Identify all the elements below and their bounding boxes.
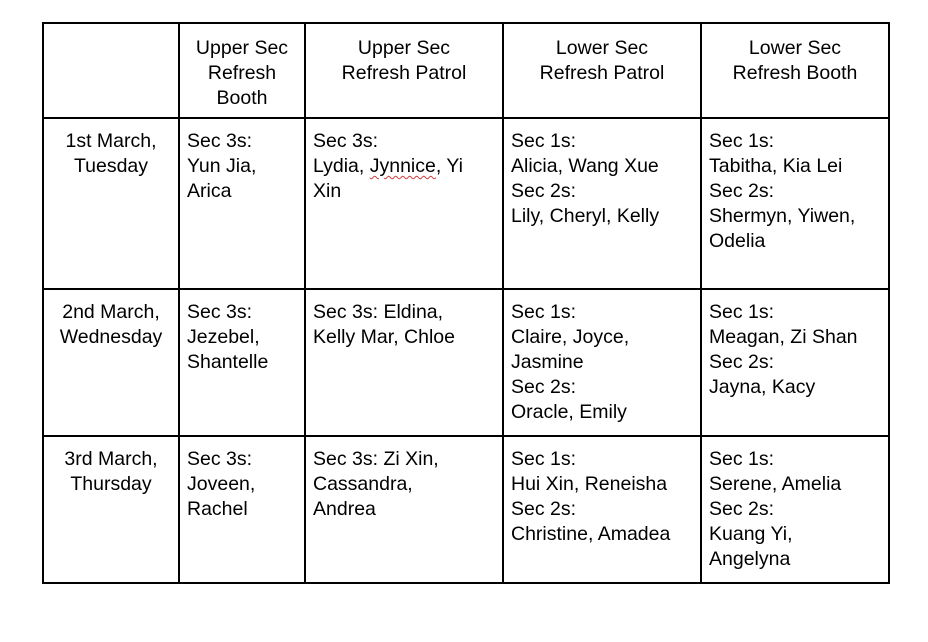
cell-line: Sec 3s:: [187, 301, 253, 323]
date-line: Thursday: [70, 473, 152, 495]
cell-line: Sec 3s: Zi Xin,: [313, 448, 439, 470]
cell-line: Sec 2s:: [709, 498, 775, 520]
name-text: , Yi: [435, 155, 463, 177]
cell-line: Meagan, Zi Shan: [709, 326, 858, 348]
header-line: Refresh Patrol: [341, 62, 467, 84]
header-line: Refresh: [207, 62, 277, 84]
cell-line: Arica: [187, 180, 232, 202]
date-line: 2nd March,: [62, 301, 160, 323]
cell-line: Sec 3s: Eldina,: [313, 301, 444, 323]
cell-line: Kelly Mar, Chloe: [313, 326, 455, 348]
cell-line: Sec 1s:: [709, 448, 775, 470]
table-row: [43, 289, 889, 436]
lower-booth-cell: [701, 289, 889, 436]
date-line: 3rd March,: [64, 448, 158, 470]
lower-booth-cell: [701, 436, 889, 583]
upper-patrol-cell: [305, 289, 503, 436]
cell-line: Serene, Amelia: [709, 473, 842, 495]
lower-patrol-cell: [503, 118, 701, 289]
upper-booth-cell: [179, 436, 305, 583]
header-line: Refresh Booth: [732, 62, 858, 84]
cell-line: Hui Xin, Reneisha: [511, 473, 668, 495]
date-cell: [43, 436, 179, 583]
header-line: Upper Sec: [357, 37, 451, 59]
date-cell: [43, 289, 179, 436]
header-lower-sec-refresh-patrol: [503, 23, 701, 118]
cell-line: Alicia, Wang Xue: [511, 155, 659, 177]
date-cell: [43, 118, 179, 289]
table-row: [43, 436, 889, 583]
cell-line: Jezebel,: [187, 326, 260, 348]
header-line: Lower Sec: [555, 37, 649, 59]
header-line: Lower Sec: [748, 37, 842, 59]
cell-line: Oracle, Emily: [511, 401, 627, 423]
cell-line: Sec 3s:: [187, 130, 253, 152]
cell-line: Sec 1s:: [511, 448, 577, 470]
cell-line: Sec 1s:: [709, 130, 775, 152]
header-line: Upper Sec: [195, 37, 289, 59]
cell-line: Andrea: [313, 498, 376, 520]
cell-line: Shantelle: [187, 351, 269, 373]
cell-line: Sec 1s:: [511, 130, 577, 152]
date-line: Wednesday: [59, 326, 163, 348]
date-line: 1st March,: [65, 130, 157, 152]
name-text: Lydia,: [313, 155, 370, 177]
table-row: [43, 118, 889, 289]
upper-patrol-cell: [305, 118, 503, 289]
header-upper-sec-refresh-booth: [179, 23, 305, 118]
cell-line: Rachel: [187, 498, 248, 520]
header-line: Refresh Patrol: [539, 62, 665, 84]
lower-patrol-cell: [503, 436, 701, 583]
cell-line: Joveen,: [187, 473, 256, 495]
header-lower-sec-refresh-booth: [701, 23, 889, 118]
cell-line: Sec 2s:: [511, 498, 577, 520]
upper-patrol-cell: [305, 436, 503, 583]
date-line: Tuesday: [73, 155, 149, 177]
cell-line: Odelia: [709, 230, 766, 252]
cell-line: Lily, Cheryl, Kelly: [511, 205, 660, 227]
duty-roster-table: [42, 22, 890, 584]
cell-line: Sec 2s:: [709, 180, 775, 202]
cell-line: Sec 2s:: [709, 351, 775, 373]
header-row: [43, 23, 889, 118]
cell-line: Kuang Yi,: [709, 523, 793, 545]
cell-line: Yun Jia,: [187, 155, 257, 177]
lower-booth-cell: [701, 118, 889, 289]
cell-line: Angelyna: [709, 548, 791, 570]
cell-line: Sec 2s:: [511, 376, 577, 398]
cell-line: [313, 154, 495, 179]
header-line: Booth: [216, 87, 268, 109]
cell-line: Tabitha, Kia Lei: [709, 155, 843, 177]
cell-line: Xin: [313, 180, 342, 202]
upper-booth-cell: [179, 118, 305, 289]
cell-line: Sec 2s:: [511, 180, 577, 202]
cell-line: Claire, Joyce,: [511, 326, 630, 348]
header-empty-cell: [43, 23, 179, 118]
lower-patrol-cell: [503, 289, 701, 436]
upper-booth-cell: [179, 289, 305, 436]
cell-line: Sec 3s:: [313, 130, 379, 152]
cell-line: Sec 1s:: [709, 301, 775, 323]
cell-line: Sec 3s:: [187, 448, 253, 470]
cell-line: Jasmine: [511, 351, 584, 373]
cell-line: Sec 1s:: [511, 301, 577, 323]
spellcheck-flagged-word[interactable]: Jynnice: [369, 155, 436, 177]
cell-line: Shermyn, Yiwen,: [709, 205, 856, 227]
cell-line: Cassandra,: [313, 473, 413, 495]
header-upper-sec-refresh-patrol: [305, 23, 503, 118]
cell-line: Christine, Amadea: [511, 523, 671, 545]
cell-line: Jayna, Kacy: [709, 376, 816, 398]
